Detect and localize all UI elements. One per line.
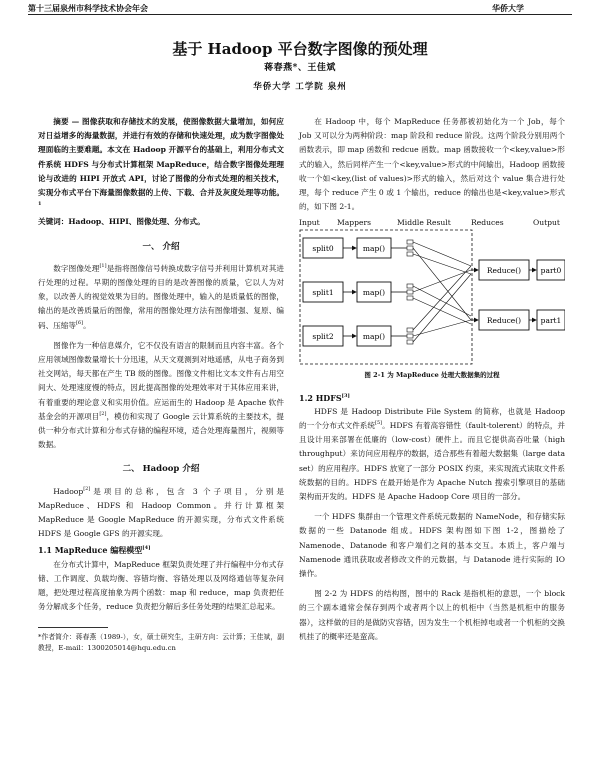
right-paragraph-2 <box>299 405 565 504</box>
input-split-1-label: split1 <box>312 288 334 298</box>
reducer-0-label: Reduce() <box>486 266 522 276</box>
middle-result-0-2 <box>407 252 413 256</box>
right-paragraph-3: 一个 HDFS 集群由一个管理文件系统元数据的 NameNode，和存储实际数据的一些 Datanode 组成。HDFS 架构图如下图 1-2，图描绘了 Namenode、Datanode 和客户端们之间的基本交互。本质上，客户端与 Namenode 通讯获取或者修改文件的元数据，与 Datanode 进行实际的 IO 操作。 <box>299 512 565 579</box>
middle-result-1-2 <box>407 296 413 300</box>
reducer-1-label: Reduce() <box>486 316 522 326</box>
middle-result-2-2 <box>407 340 413 344</box>
author-footnote: *作者简介：蒋春燕（1989-），女，硕士研究生，主研方向：云计算；王佳斌，副教授，E-mail：1300205014@hqu.edu.cn <box>38 632 284 652</box>
subsection-1-1-heading <box>38 543 284 557</box>
diagram-col-mappers: Mappers <box>337 218 372 228</box>
diagram-col-reduces: Reduces <box>471 218 504 228</box>
citation: [6] <box>75 319 84 326</box>
abstract-text: 摘要 — 图像获取和存储技术的发展，使图像数据大量增加，如何应对日益增多的海量数据，并进行有效的存储和快速处理，成为数字图像处理面临的主要难题。本文在 Hadoop 开源平台的基础上，利用分布式文件系统 HDFS 与分布式计算框架 MapReduce，结合数字图像处理理论与改进的 HIPI 开放式 API，讨论了图像的分布式处理的相关技术，实现分布式平台下海量图像数据的上传、下载、合并及灰度处理等功能。 <box>38 117 284 198</box>
subsection-1-1-paragraph: 在分布式计算中，MapReduce 框架负责处理了并行编程中分布式存储、工作调度、负载均衡、容错均衡、容错处理以及网络通信等复杂问题，把处理过程高度抽象为两个函数：map 和 reduce，map 负责把任务分解成多个任务，reduce 负责把分解后多任务处理的结果汇总起来。 <box>38 559 284 612</box>
text-run: 。 <box>83 320 91 330</box>
text-run: 是指将图像信号转换成数字信号并利用计算机对其进行处理的过程。早期的图像处理的目的是改善图像的质量，它以人为对象，以改善人的视觉效果为目的。图像处理中，输入的是质量低的图像，输出的是改善质量后的图像，常用的图像处理方法有图像增强、复原、编码、压缩等 <box>38 263 285 330</box>
citation: [3] <box>341 392 350 399</box>
paper-affiliation: 华侨大学 工学院 泉州 <box>253 82 347 92</box>
header-rule <box>28 14 572 15</box>
diagram-col-output: Output <box>533 218 560 228</box>
text-run: ，模仿和实现了 Google 云计算系统的主要技术，提供一种分布式计算和分布式存储的编程环境，适合处理海量图片，视频等数据。 <box>38 411 285 450</box>
right-paragraph-1: 在 Hadoop 中，每个 MapReduce 任务都被初始化为一个 Job，每个 Job 又可以分为两种阶段：map 阶段和 reduce 阶段。这两个阶段分别用两个函数表示，即 map 函数和 redcue 函数。map 函数接收一个<key,value>形式的输入，然后同样产生一个<key,value>形式的中间输出，Hadoop 函数接收一个如<key,(list of values)>形式的输入，然后对这个 value 集合进行处理，每个 reduce 产生 0 或 1 个输出，reduce 的输出也是<key,value>形式的，如下图 2-1。 <box>299 117 565 212</box>
output-0-label: part0 <box>540 266 562 276</box>
abstract <box>38 115 284 214</box>
shuffle-line-0-0 <box>413 242 471 266</box>
shuffle-line-2-1 <box>413 320 471 336</box>
section-1-paragraph-2 <box>38 339 284 453</box>
diagram-svg <box>299 216 565 366</box>
running-header-right: 华侨大学 <box>492 3 524 13</box>
shuffle-line-1-0 <box>413 286 471 316</box>
abstract-footnote-mark: 1 <box>38 201 42 208</box>
footnote-rule <box>38 627 108 628</box>
citation: [4] <box>142 545 151 552</box>
mapreduce-diagram <box>299 216 565 366</box>
keywords: 关键词：Hadoop、HIPI、图像处理、分布式。 <box>38 217 205 227</box>
section-2-heading: 二、 Hadoop 介绍 <box>122 464 200 475</box>
citation: [2] <box>83 485 91 492</box>
figure-caption: 图 2-1 为 MapReduce 处理大数据集的过程 <box>364 371 500 380</box>
right-paragraph-4: 图 2-2 为 HDFS 的结构图，图中的 Rack 是指机柜的意思，一个 block 的三个副本通常会保存到两个或者两个以上的机柜中（当然是机柜中的服务器），这样做的目的是做防灾容错，因为发生一个机柜掉电或者一个机柜的交换机挂了的概率还是蛮高。 <box>299 589 565 641</box>
output-1-label: part1 <box>540 316 562 326</box>
citation: [5] <box>375 420 383 427</box>
text-run: 是项目的总称，包含 3 个子项目，分别是 MapReduce、HDFS 和 Hadoop Common。并行计算框架 MapReduce 是 Google MapReduce 的开源实现，分布式文件系统 HDFS 是 Google GFS 的开源实现。 <box>38 486 284 539</box>
subsection-1-2-heading <box>299 391 565 405</box>
shuffle-line-1-1 <box>413 270 471 292</box>
paper-authors: 蒋春燕*、王佳斌 <box>264 63 336 73</box>
citation: [2] <box>99 410 107 417</box>
mapper-2-label: map() <box>362 332 386 342</box>
section-1-paragraph-1 <box>38 262 284 333</box>
text-run: HDFS 是 Hadoop Distribute File System 的简称，也就是 Hadoop 的一个分布式文件系统 <box>299 406 565 431</box>
text-run: 1.2 HDFS <box>299 392 342 403</box>
middle-result-1-1 <box>407 290 413 294</box>
shuffle-line-0-2 <box>413 254 471 274</box>
section-2-paragraph-1 <box>38 485 284 542</box>
citation: [1] <box>99 262 107 269</box>
text-run: Hadoop <box>53 486 84 496</box>
paper-title: 基于 Hadoop 平台数字图像的预处理 <box>172 40 428 58</box>
running-header-left: 第十三届泉州市科学技术协会年会 <box>28 3 148 13</box>
input-split-0-label: split0 <box>312 244 334 254</box>
text-run: 1.1 MapReduce 编程模型 <box>38 545 143 556</box>
left-column <box>38 115 284 654</box>
mapper-1-label: map() <box>362 288 386 298</box>
right-column <box>299 115 565 644</box>
text-run: 图像作为一种信息媒介，它不仅没有语言的限制而且内容丰富。各个应用领域图像数量增长十分迅速，从天文观测到对地遥感，从电子商务到社交网站，每天都在产生 TB 级的图像。图像文件相比文本文件有占用空间大、处理速度慢的特点，因此提高图像的处理效率对于其体应用来讲，有着重要的理论意义和实用价值。应运而生的 Hadoop 是 Apache 软件基金会的开源项目 <box>38 340 284 421</box>
middle-result-1-0 <box>407 284 413 288</box>
middle-result-2-0 <box>407 328 413 332</box>
mapper-0-label: map() <box>362 244 386 254</box>
input-split-2-label: split2 <box>312 332 334 342</box>
text-run: 。HDFS 有着高容错性（fault-tolerent）的特点，并且设计用来部署在低廉的（low-cost）硬件上。而且它提供高吞吐量（high throughput）来访问应用程序的数据，适合那些有着超大数据集（large data set）的应用程序。HDFS 放宽了一部分 POSIX 约束，来实现流式读取文件系统数据的目的。HDFS 在最开始是作为 Apache Nutch 搜索引擎项目的基础架构而开发的。HDFS 是 Apache Hadoop Core 项目的一部分。 <box>299 421 566 502</box>
diagram-col-input: Input <box>299 218 320 228</box>
text-run: 数字图像处理 <box>53 263 100 273</box>
diagram-col-middle: Middle Result <box>397 218 451 228</box>
middle-result-0-0 <box>407 240 413 244</box>
middle-result-2-1 <box>407 334 413 338</box>
middle-result-0-1 <box>407 246 413 250</box>
section-1-heading: 一、 介绍 <box>142 241 180 252</box>
